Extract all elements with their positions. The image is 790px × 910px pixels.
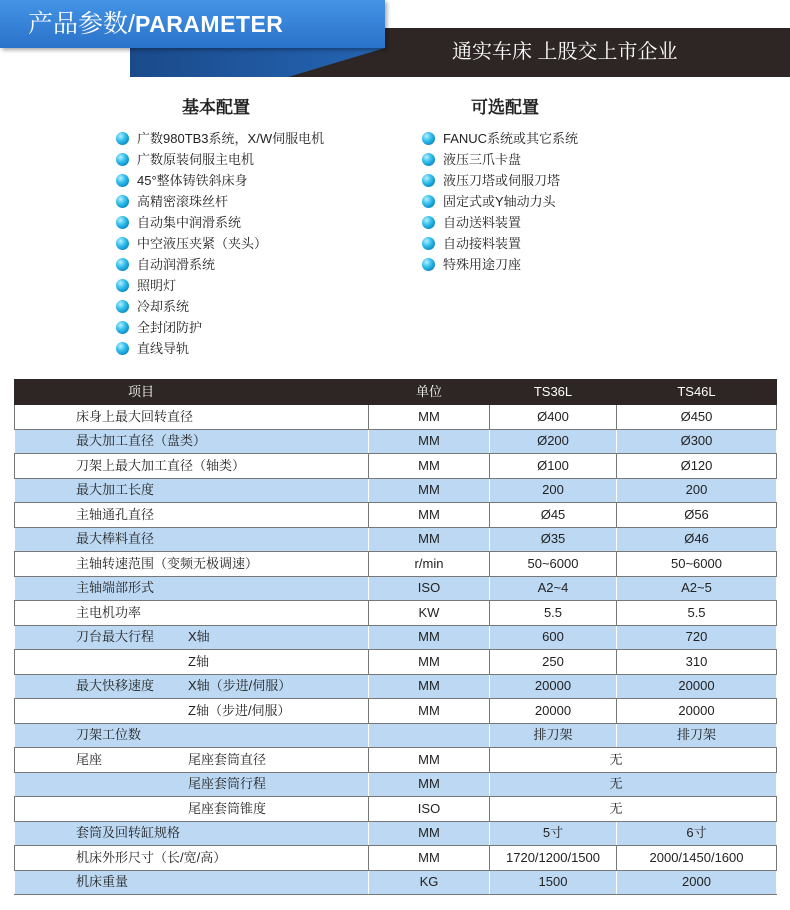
cell-ts46l: Ø120	[617, 454, 777, 479]
table-row	[15, 429, 777, 454]
table-row	[15, 674, 777, 699]
cell-unit: MM	[369, 821, 490, 846]
cell-item	[15, 625, 369, 650]
bullet-dot-icon	[116, 132, 129, 145]
basic-config-list	[116, 128, 324, 359]
bullet-dot-icon	[116, 153, 129, 166]
cell-item	[15, 527, 369, 552]
list-item	[116, 128, 324, 149]
cell-unit: MM	[369, 748, 490, 773]
cell-item	[15, 478, 369, 503]
item-sub-label: X轴	[188, 629, 210, 645]
optional-config-list	[422, 128, 578, 275]
header-ts46l: TS46L	[617, 380, 777, 405]
list-item	[422, 254, 578, 275]
item-sub-label: Z轴（步进/伺服）	[188, 702, 291, 718]
list-item	[116, 317, 324, 338]
table-row	[15, 797, 777, 822]
table-row	[15, 772, 777, 797]
cell-unit: MM	[369, 625, 490, 650]
cell-ts36l: 1720/1200/1500	[490, 846, 617, 871]
list-item	[116, 149, 324, 170]
list-item-label: 中空液压夹紧（夹头）	[137, 236, 268, 251]
cell-unit: MM	[369, 772, 490, 797]
item-label: 主轴端部形式	[76, 580, 155, 596]
bullet-dot-icon	[422, 237, 435, 250]
bullet-dot-icon	[116, 342, 129, 355]
cell-ts36l: A2~4	[490, 576, 617, 601]
item-label: 主电机功率	[76, 604, 142, 620]
cell-ts36l: Ø45	[490, 503, 617, 528]
list-item	[116, 275, 324, 296]
table-row	[15, 527, 777, 552]
cell-ts36l: 1500	[490, 870, 617, 895]
cell-ts46l: 2000/1450/1600	[617, 846, 777, 871]
cell-ts46l: 2000	[617, 870, 777, 895]
cell-both-models: 无	[490, 797, 777, 822]
list-item-label: 液压刀塔或伺服刀塔	[443, 173, 561, 188]
item-label: 刀架工位数	[76, 727, 142, 743]
item-label: 套筒及回转缸规格	[76, 825, 181, 841]
bullet-dot-icon	[116, 195, 129, 208]
table-row	[15, 478, 777, 503]
header-item: 项目	[15, 380, 369, 405]
cell-unit	[369, 723, 490, 748]
item-label: 刀台最大行程	[76, 629, 155, 645]
table-row	[15, 723, 777, 748]
bullet-dot-icon	[422, 153, 435, 166]
list-item-label: 固定式或Y轴动力头	[443, 194, 556, 209]
cell-ts36l: Ø35	[490, 527, 617, 552]
cell-item	[15, 674, 369, 699]
cell-ts36l: 20000	[490, 699, 617, 724]
table-row	[15, 821, 777, 846]
cell-unit: ISO	[369, 797, 490, 822]
list-item-label: 液压三爪卡盘	[443, 152, 522, 167]
list-item-label: 高精密滚珠丝杆	[137, 194, 229, 209]
list-item-label: 自动润滑系统	[137, 257, 216, 272]
item-sub-label: 尾座套筒直径	[188, 751, 267, 767]
cell-item	[15, 821, 369, 846]
cell-item	[15, 723, 369, 748]
bullet-dot-icon	[116, 216, 129, 229]
table-row	[15, 846, 777, 871]
bullet-dot-icon	[116, 237, 129, 250]
list-item	[422, 170, 578, 191]
cell-ts36l: 600	[490, 625, 617, 650]
list-item	[422, 212, 578, 233]
cell-unit: KG	[369, 870, 490, 895]
cell-ts36l: 5寸	[490, 821, 617, 846]
cell-unit: KW	[369, 601, 490, 626]
list-item	[422, 233, 578, 254]
spec-table	[14, 379, 777, 895]
list-item-label: 自动送料装置	[443, 215, 522, 230]
item-label: 最大加工直径（盘类）	[76, 433, 207, 449]
table-row	[15, 552, 777, 577]
cell-ts36l: Ø100	[490, 454, 617, 479]
item-label: 机床重量	[76, 874, 129, 890]
list-item	[116, 191, 324, 212]
item-sub-label: Z轴	[188, 653, 209, 669]
table-row	[15, 405, 777, 430]
list-item-label: FANUC系统或其它系统	[443, 131, 579, 146]
cell-ts46l: 20000	[617, 699, 777, 724]
cell-both-models: 无	[490, 748, 777, 773]
cell-item	[15, 797, 369, 822]
cell-both-models: 无	[490, 772, 777, 797]
cell-ts36l: Ø400	[490, 405, 617, 430]
bullet-dot-icon	[116, 174, 129, 187]
item-label: 最大棒料直径	[76, 531, 155, 547]
cell-ts46l: Ø300	[617, 429, 777, 454]
list-item-label: 全封闭防护	[137, 320, 203, 335]
cell-ts46l: Ø450	[617, 405, 777, 430]
cell-ts36l: 250	[490, 650, 617, 675]
cell-unit: ISO	[369, 576, 490, 601]
cell-item	[15, 552, 369, 577]
cell-unit: MM	[369, 846, 490, 871]
cell-unit: MM	[369, 674, 490, 699]
table-row	[15, 454, 777, 479]
cell-ts46l: 排刀架	[617, 723, 777, 748]
list-item	[116, 170, 324, 191]
list-item	[422, 128, 578, 149]
cell-unit: MM	[369, 503, 490, 528]
page-title-en: PARAMETER	[134, 11, 284, 37]
list-item	[116, 212, 324, 233]
list-item-label: 冷却系统	[137, 299, 190, 314]
list-item	[116, 233, 324, 254]
table-header-row	[15, 380, 777, 405]
cell-ts46l: Ø56	[617, 503, 777, 528]
item-label: 机床外形尺寸（长/宽/高）	[76, 849, 227, 865]
header-ts36l: TS36L	[490, 380, 617, 405]
bullet-dot-icon	[116, 300, 129, 313]
item-label: 床身上最大回转直径	[76, 408, 194, 424]
cell-unit: MM	[369, 650, 490, 675]
page-title	[28, 0, 283, 48]
list-item-label: 直线导轨	[137, 341, 190, 356]
list-item	[422, 149, 578, 170]
list-item-label: 自动接料装置	[443, 236, 522, 251]
cell-ts36l: 20000	[490, 674, 617, 699]
header-unit: 单位	[369, 380, 490, 405]
cell-ts46l: 200	[617, 478, 777, 503]
item-sub-label: X轴（步进/伺服）	[188, 678, 292, 694]
table-row	[15, 650, 777, 675]
basic-config-title: 基本配置	[182, 98, 250, 117]
bullet-dot-icon	[116, 258, 129, 271]
list-item	[422, 191, 578, 212]
cell-item	[15, 748, 369, 773]
cell-unit: MM	[369, 478, 490, 503]
cell-ts36l: 50~6000	[490, 552, 617, 577]
cell-ts46l: 6寸	[617, 821, 777, 846]
list-item	[116, 338, 324, 359]
company-slogan: 通实车床 上股交上市企业	[452, 41, 678, 63]
table-row	[15, 625, 777, 650]
cell-ts36l: Ø200	[490, 429, 617, 454]
cell-ts46l: Ø46	[617, 527, 777, 552]
cell-ts46l: 310	[617, 650, 777, 675]
cell-item	[15, 870, 369, 895]
cell-ts36l: 5.5	[490, 601, 617, 626]
cell-ts46l: 20000	[617, 674, 777, 699]
list-item-label: 广数980TB3系统，X/W伺服电机	[137, 131, 325, 146]
list-item	[116, 296, 324, 317]
cell-item	[15, 576, 369, 601]
item-label: 最大快移速度	[76, 678, 155, 694]
list-item-label: 特殊用途刀座	[443, 257, 522, 272]
list-item-label: 照明灯	[137, 278, 177, 293]
list-item	[116, 254, 324, 275]
table-row	[15, 748, 777, 773]
item-label: 刀架上最大加工直径（轴类）	[76, 457, 246, 473]
optional-config-title: 可选配置	[471, 98, 539, 117]
cell-unit: MM	[369, 454, 490, 479]
list-item-label: 自动集中润滑系统	[137, 215, 242, 230]
cell-ts46l: 50~6000	[617, 552, 777, 577]
cell-item	[15, 846, 369, 871]
bullet-dot-icon	[422, 216, 435, 229]
cell-ts46l: A2~5	[617, 576, 777, 601]
list-item-label: 广数原装伺服主电机	[137, 152, 255, 167]
item-label: 尾座	[76, 751, 103, 767]
item-label: 最大加工长度	[76, 482, 155, 498]
bullet-dot-icon	[116, 321, 129, 334]
cell-unit: MM	[369, 699, 490, 724]
bullet-dot-icon	[422, 132, 435, 145]
bullet-dot-icon	[422, 258, 435, 271]
page-title-cn: 产品参数/	[28, 10, 135, 38]
cell-unit: MM	[369, 527, 490, 552]
cell-ts36l: 排刀架	[490, 723, 617, 748]
list-item-label: 45°整体铸铁斜床身	[137, 173, 248, 188]
bullet-dot-icon	[116, 279, 129, 292]
cell-ts36l: 200	[490, 478, 617, 503]
table-row	[15, 870, 777, 895]
cell-item	[15, 772, 369, 797]
cell-unit: MM	[369, 429, 490, 454]
bullet-dot-icon	[422, 195, 435, 208]
table-row	[15, 601, 777, 626]
cell-item	[15, 454, 369, 479]
table-row	[15, 576, 777, 601]
item-sub-label: 尾座套筒行程	[188, 776, 267, 792]
cell-unit: MM	[369, 405, 490, 430]
cell-unit: r/min	[369, 552, 490, 577]
cell-item	[15, 405, 369, 430]
table-row	[15, 503, 777, 528]
cell-item	[15, 503, 369, 528]
bullet-dot-icon	[422, 174, 435, 187]
cell-item	[15, 699, 369, 724]
item-label: 主轴通孔直径	[76, 506, 155, 522]
cell-ts46l: 720	[617, 625, 777, 650]
item-label: 主轴转速范围（变频无极调速）	[76, 555, 259, 571]
table-row	[15, 699, 777, 724]
cell-item	[15, 650, 369, 675]
item-sub-label: 尾座套筒锥度	[188, 800, 267, 816]
cell-ts46l: 5.5	[617, 601, 777, 626]
cell-item	[15, 429, 369, 454]
cell-item	[15, 601, 369, 626]
